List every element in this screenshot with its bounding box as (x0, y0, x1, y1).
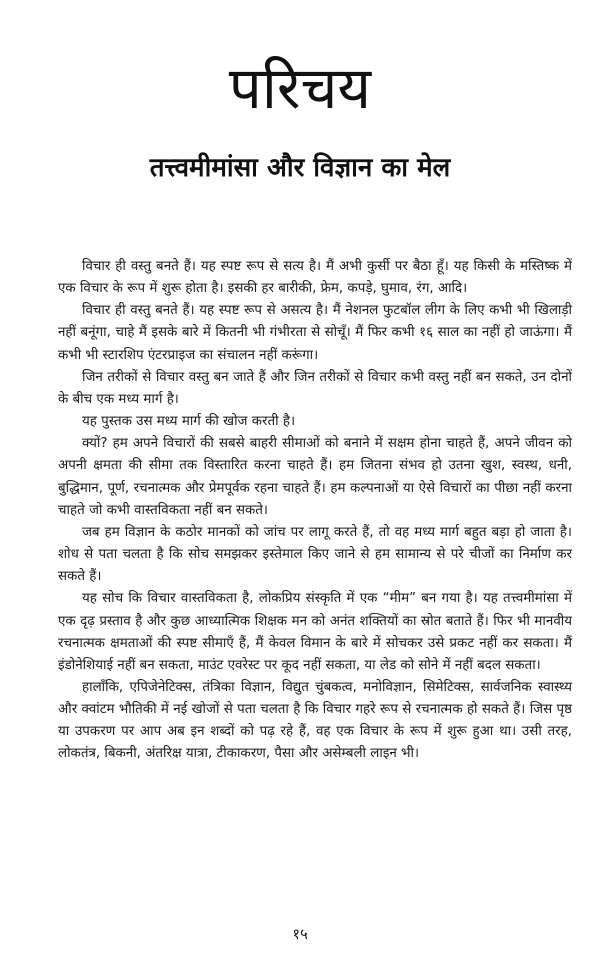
body-text (58, 256, 572, 766)
paragraph: जिन तरीकों से विचार वस्तु बन जाते हैं और जिन तरीकों से विचार कभी वस्तु नहीं बन सकते, उन दोनों के बीच एक मध्य मार्ग है। (58, 369, 572, 407)
paragraph: विचार ही वस्तु बनते हैं। यह स्पष्ट रूप से सत्य है। मैं अभी कुर्सी पर बैठा हूँ। यह किसी के मस्तिष्क में एक विचार के रूप में शुरू होता है। इसकी हर बारीकी, फ्रेम, कपड़े, घुमाव, रंग, आदि। (58, 259, 572, 297)
paragraph: क्यों? हम अपने विचारों की सबसे बाहरी सीमाओं को बनाने में सक्षम होना चाहते हैं, अपने जीवन को अपनी क्षमता की सीमा तक विस्तारित करना चाहते हैं। हम जितना संभव हो उतना खुश, स्वस्थ, धनी, बुद्धिमान, पूर्ण, रचनात्मक और प्रेमपूर्वक रहना चाहते हैं। हम कल्पनाओं या ऐसे विचारों का पीछा नहीं करना चाहते जो कभी वास्तविकता नहीं बन सकते। (58, 436, 572, 518)
paragraph: जब हम विज्ञान के कठोर मानकों को जांच पर लागू करते हैं, तो वह मध्य मार्ग बहुत बड़ा हो जाता है। शोध से पता चलता है कि सोच समझकर इस्तेमाल किए जाने से हम सामान्य से परे चीजों का निर्माण कर सकते हैं। (58, 524, 572, 585)
page-number: १५ (292, 925, 308, 943)
paragraph: यह पुस्तक उस मध्य मार्ग की खोज करती है। (82, 414, 296, 430)
chapter-title: परिचय (228, 54, 372, 122)
paragraph: यह सोच कि विचार वास्तविकता है, लोकप्रिय संस्कृति में एक “मीम” बन गया है। यह तत्त्वमीमांसा में एक दृढ़ प्रस्ताव है और कुछ आध्यात्मिक शिक्षक मन को अनंत शक्तियों का स्रोत बताते हैं। फिर भी मानवीय रचनात्मक क्षमताओं की स्पष्ट सीमाएँ हैं, मैं केवल विमान के बारे में सोचकर उसे प्रकट नहीं कर सकता। मैं इंडोनेशियाई नहीं बन सकता, माउंट एवरेस्ट पर कूद नहीं सकता, या लेड को सोने में नहीं बदल सकता। (58, 591, 572, 673)
paragraph: विचार ही वस्तु बनते हैं। यह स्पष्ट रूप से असत्य है। मैं नेशनल फुटबॉल लीग के लिए कभी भी खिलाड़ी नहीं बनूंगा, चाहे मैं इसके बारे में कितनी भी गंभीरता से सोचूँ। मैं फिर कभी १६ साल का नहीं हो जाऊंगा। मैं कभी भी स्टारशिप एंटरप्राइज का संचालन नहीं करूंगा। (58, 303, 572, 363)
paragraph: हालाँकि, एपिजेनेटिक्स, तंत्रिका विज्ञान, विद्युत चुंबकत्व, मनोविज्ञान, सिमेटिक्स, सार्वजनिक स्वास्थ्य और क्वांटम भौतिकी में नई खोजों से पता चलता है कि विचार गहरे रूप से रचनात्मक हो सकते हैं। जिस पृष्ठ या उपकरण पर आप अब इन शब्दों को पढ़ रहे हैं, वह एक विचार के रूप में शुरू हुआ था। उसी तरह, लोकतंत्र, बिकनी, अंतरिक्ष यात्रा, टीकाकरण, पैसा और असेम्बली लाइन भी। (58, 679, 572, 762)
chapter-subtitle: तत्त्वमीमांसा और विज्ञान का मेल (149, 153, 451, 183)
